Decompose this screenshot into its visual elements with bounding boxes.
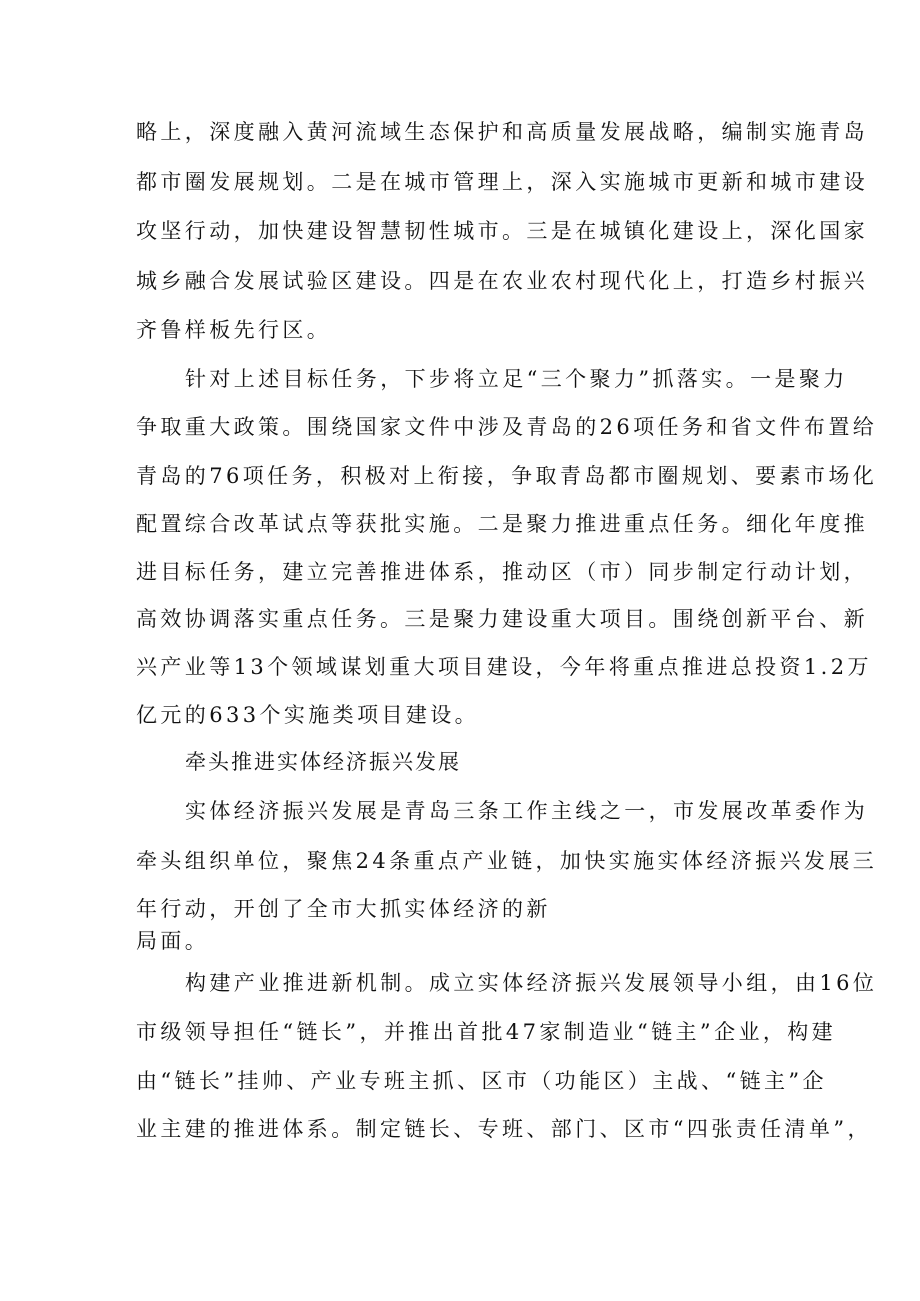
paragraph-line: 局面。 [136,929,210,953]
paragraph-line: 略上，深度融入黄河流域生态保护和高质量发展战略，编制实施青岛 [136,120,868,144]
paragraph-line: 都市圈发展规划。二是在城市管理上，深入实施城市更新和城市建设 [136,170,868,194]
section-heading: 牵头推进实体经济振兴发展 [185,750,461,774]
paragraph-line: 兴产业等13个领域谋划重大项目建设，今年将重点推进总投资1.2万 [136,655,872,679]
paragraph-line: 齐鲁样板先行区。 [136,318,332,342]
paragraph-line: 年行动，开创了全市大抓实体经济的新 [136,897,551,921]
paragraph-first-line: 构建产业推进新机制。成立实体经济振兴发展领导小组，由16位 [185,971,878,995]
paragraph-line: 亿元的633个实施类项目建设。 [136,703,480,727]
paragraph-line: 争取重大政策。围绕国家文件中涉及青岛的26项任务和省文件布置给 [136,415,878,439]
paragraph-line: 市级领导担任“链长”，并推出首批47家制造业“链主”企业，构建 [136,1020,837,1044]
paragraph-line: 牵头组织单位，聚焦24条重点产业链，加快实施实体经济振兴发展三 [136,849,878,873]
paragraph-line: 城乡融合发展试验区建设。四是在农业农村现代化上，打造乡村振兴 [136,269,868,293]
paragraph-line: 攻坚行动，加快建设智慧韧性城市。三是在城镇化建设上，深化国家 [136,219,868,243]
paragraph-line: 配置综合改革试点等获批实施。二是聚力推进重点任务。细化年度推 [136,512,868,536]
paragraph-line: 业主建的推进体系。制定链长、专班、部门、区市“四张责任清单”， [136,1117,872,1141]
paragraph-first-line: 针对上述目标任务，下步将立足“三个聚力”抓落实。一是聚力 [185,367,848,391]
paragraph-first-line: 实体经济振兴发展是青岛三条工作主线之一，市发展改革委作为 [185,799,869,823]
paragraph-line: 高效协调落实重点任务。三是聚力建设重大项目。围绕创新平台、新 [136,607,868,631]
paragraph-line: 进目标任务，建立完善推进体系，推动区（市）同步制定行动计划， [136,560,868,584]
paragraph-line: 青岛的76项任务，积极对上衔接，争取青岛都市圈规划、要素市场化 [136,464,878,488]
paragraph-line: 由“链长”挂帅、产业专班主抓、区市（功能区）主战、“链主”企 [136,1069,827,1093]
